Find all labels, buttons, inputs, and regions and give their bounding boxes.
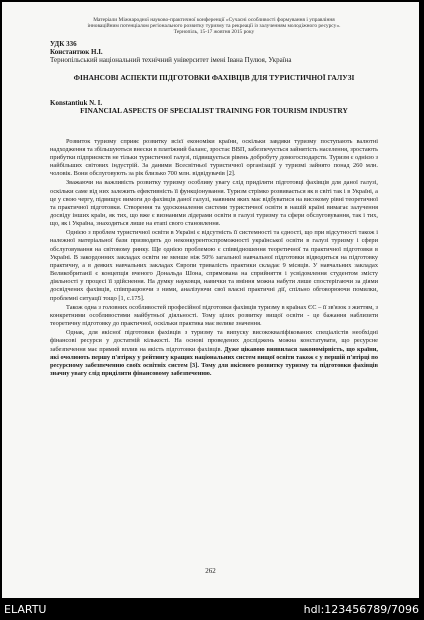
article-body [50, 138, 378, 379]
header-line-2: інноваційним потенціалом регіонального розвитку туризму та рекреації із залученням молодіжного ресурсу». [87, 23, 341, 30]
paragraph-5-bold: Дуже цікавою виявилася закономірність, що країни, які очолюють першу п'ятірку у рейтингу кращих національних систем вищої освіти також є у першій п'ятірці по ресурсному забезпеченню своїх освітніх систем [3]. Тому для якісного розвитку туризму та підготовки фахівців значну увагу слід приділити фінансовому забезпеченню. [50, 345, 378, 377]
udk-code: УДК 336 [50, 39, 77, 48]
header-line-3: Тернопіль, 15-17 жовтня 2015 року [173, 29, 255, 36]
handle-identifier: hdl:123456789/7096 [303, 603, 419, 616]
paragraph-2: Зважаючи на важливість розвитку туризму особливу увагу слід приділяти підготовці фахівців для даної галузі, оскільки саме від них залежить ефективність її функціонування. Туризм стрімко розвивається як в світі так і в Україні, а це у свою чергу, підвищує вимоги до фахівців даної галузі, наявним яких має відбуватися на високому рівні теоретичної та практичної підготовки. Створення та удосконалення системи туристичної освіти в нашій країні вимагає залучення досвіду інших країн, як тих, що вже є визнаними лідерами освіти в галузі туризму та сфери обслуговування, так і тих, що, як і Україна, знаходяться лише на етапі свого становлення. [50, 179, 378, 228]
page-content [50, 17, 378, 378]
header-line-1: Матеріали Міжнародної науково-практичної конференції «Сучасні особливості формування і управління [93, 17, 335, 23]
title-english: FINANCIAL ASPECTS OF SPECIALIST TRAINING FOR TOURISM INDUSTRY [80, 106, 348, 116]
page-number: 262 [205, 567, 216, 575]
paragraph-3: Однією з проблем туристичної освіти в Україні є відсутність її системності та єдності, що при відсутності також і належної матеріальної бази призводить до неконкурентоспроможності української освіти в галузі туризму і сфери обслуговування на світовому ринку. Ще однією проблемою є співвідношення теоретичної та практичної підготовки в Україні. В закордонних закладах освіти не менше ніж 50% загальної навчальної підготовки відводиться на підготовку практичну, а в деяких навчальних закладах Європи тривалість практики складає 9 місяців. У навчальних закладах Великобританії є концепція вченого Дональда Шона, спрямована на сприйняття і усвідомлення студентом змісту діяльності у процесі її здійснення. На думку науковця, навички та вміння можна набути лише спостерігаючи за діями досвідчених фахівців, співпрацюючи з ними, аналізуючи свої власні практичні дії, спільно обговорюючи помилки, проблемні ситуації тощо [1, с.175]. [50, 229, 378, 302]
paragraph-5-regular: Однак, для якісної підготовки фахівців з туризму та випуску висококваліфікованих спеціалістів необхідні фінансові ресурси у достатній кількості. На основі проведених досліджень можна констатувати, що ресурсне забезпечення має прямий вплив на якість підготовки фахівців. [50, 329, 378, 353]
author-english: Konstantiuk N. I. [50, 99, 103, 108]
paragraph-4: Також одна з головних особливостей професійної підготовки фахівців туризму в країнах ЄС – її зв'язок з життям, з конкретними особливостями майбутньої діяльності. Тому цілих розвитку вищої освіти - це бажання наблизити теоретичну підготовку до практичної, оскільки практика має велике значення. [50, 303, 378, 328]
author-ukrainian: Константюк Н.І. [50, 47, 103, 56]
document-page [2, 2, 419, 598]
viewer-footer-bar [0, 598, 424, 620]
paragraph-1: Розвиток туризму сприяє розвитку всієї економіки країни, оскільки завдяки туризму поступають валютні надходження та збільшуються внески в платіжний баланс, зростає ВВП, забезпечується зайнятість населення, зростають прибутки підприємств не тільки туристичної галузі, підвищується рівень добробуту домогосподарств. Туризм є однією з найбільших світових індустрій. За даними Всесвітньої туристичної організації у туризмі зайнято понад 260 млн. чоловік. Вони обслуговують за рік близько 700 млн. відвідувачів [2]. [50, 137, 378, 178]
paragraph-5 [50, 329, 378, 378]
conference-header [50, 17, 378, 36]
title-ukrainian: ФІНАНСОВІ АСПЕКТИ ПІДГОТОВКИ ФАХІВЦІВ ДЛЯ ТУРИСТИЧНОЇ ГАЛУЗІ [73, 72, 355, 82]
author-affiliation: Тернопільський національний технічний університет імені Івана Пулюя, Україна [50, 55, 292, 64]
repository-name: ELARTU [4, 603, 47, 616]
